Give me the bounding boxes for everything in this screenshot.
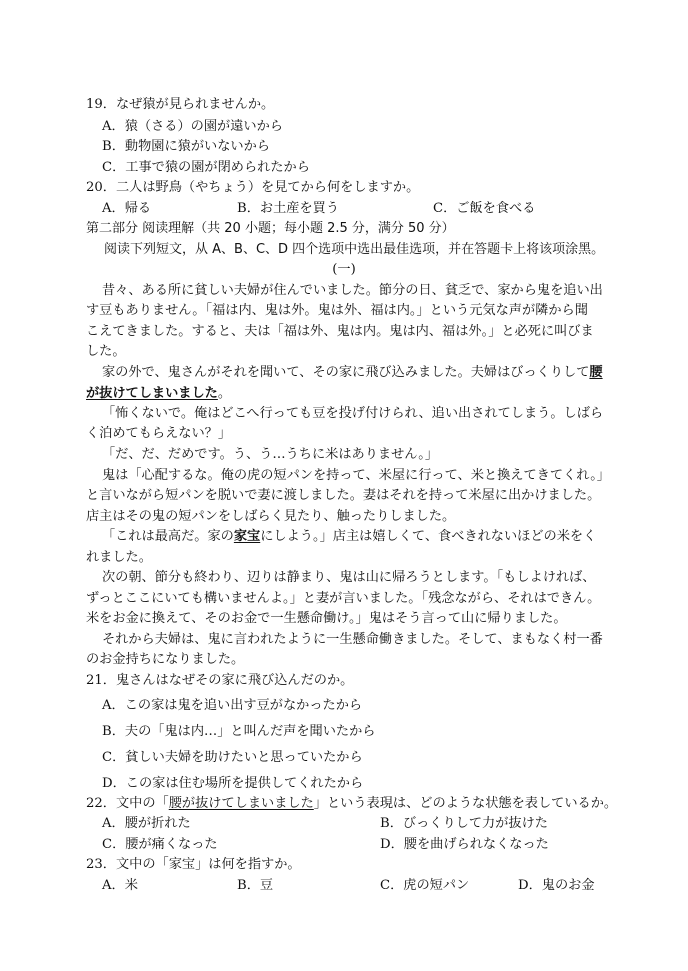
passage-line: それから夫婦は、鬼に言われたように一生懸命働きました。そして、まもなく村一番 — [102, 632, 603, 647]
q23-stem: 23．文中の「家宝」は何を指すか。 — [86, 857, 301, 872]
q21-option-a: A．この家は鬼を追い出す豆がなかったから — [102, 698, 363, 713]
passage-line: れました。 — [86, 550, 152, 565]
passage-line — [102, 363, 603, 383]
q19-option-a: A．猿（さる）の園が遠いから — [102, 119, 283, 134]
passage-line: した。 — [86, 344, 126, 359]
passage-text: 。 — [217, 386, 232, 401]
passage-text: 「これは最高だ。家の — [102, 529, 234, 544]
q19-stem: 19．なぜ猿が見られませんか。 — [86, 97, 275, 112]
passage-text: にしよう。」店主は嬉しくて、食べきれないほどの米をく — [260, 529, 597, 544]
passage-line: 次の朝、節分も終わり、辺りは静まり、鬼は山に帰ろうとします。「もしよければ、 — [102, 570, 596, 585]
passage-text: 家の外で、鬼さんがそれを聞いて、その家に飛び込みました。夫婦はびっくりして — [102, 365, 590, 380]
q20-stem: 20．二人は野鳥（やちょう）を見てから何をしますか。 — [86, 180, 420, 195]
passage-line: す豆もありません。「福は内、鬼は外。鬼は外、福は内。」という元気な声が隣から聞 — [86, 303, 588, 318]
q23-option-a: A．米 — [102, 878, 138, 893]
q21-option-b: B．夫の「鬼は内…」と叫んだ声を聞いたから — [102, 724, 376, 739]
q21-option-c: C．貧しい夫婦を助けたいと思っていたから — [102, 750, 363, 765]
passage-line — [86, 384, 231, 404]
q19-option-c: C．工事で猿の園が閉められたから — [102, 160, 310, 175]
passage-line: ずっとここにいても構いませんよ。」と妻が言いました。「残念ながら、それはできん。 — [86, 591, 601, 606]
passage-line — [102, 527, 596, 547]
q22-option-a: A．腰が折れた — [102, 816, 191, 831]
section-title: 第二部分 阅读理解（共 20 小题；每小题 2.5 分，满分 50 分） — [86, 221, 455, 236]
q23-option-c: C．虎の短パン — [380, 878, 470, 893]
underlined-phrase: が抜けてしまいました — [86, 386, 218, 401]
passage-line: 店主はその鬼の短パンをしばらく見たり、触ったりしました。 — [86, 509, 456, 524]
passage-line: 「怖くないで。俺はどこへ行っても豆を投げ付けられ、追い出されてしまう。しばら — [102, 406, 604, 421]
q23-option-d: D．鬼のお金 — [518, 878, 595, 893]
passage-line: 米をお金に換えて、そのお金で一生懸命働け。」鬼はそう言って山に帰りました。 — [86, 611, 567, 626]
q19-option-b: B．動物園に猿がいないから — [102, 139, 270, 154]
passage-line: 鬼は「心配するな。俺の虎の短パンを持って、米屋に行って、米と換えてきてくれ。」 — [102, 468, 610, 483]
q22-option-d: D．腰を曲げられなくなった — [380, 837, 549, 852]
q23-option-b: B．豆 — [237, 878, 274, 893]
q22-stem-text: 」という表現は、どのような状態を表しているか。 — [313, 796, 618, 811]
passage-line: く泊めてもらえない？」 — [86, 426, 232, 441]
underlined-word: 家宝 — [233, 529, 261, 544]
q20-option-b: B．お土産を買う — [237, 201, 340, 216]
passage-line: こえてきました。すると、夫は「福は外、鬼は内。鬼は内、福は外。」と必死に叫びま — [86, 324, 594, 339]
passage-number: (一) — [332, 262, 356, 277]
q21-option-d: D．この家は住む場所を提供してくれたから — [102, 776, 364, 791]
passage-line: 昔々、ある所に貧しい夫婦が住んでいました。節分の日、貧乏で、家から鬼を追い出 — [102, 283, 603, 298]
passage-line: のお金持ちになりました。 — [86, 652, 245, 667]
q22-stem — [86, 794, 617, 814]
q22-option-b: B．びっくりして力が抜けた — [380, 816, 548, 831]
q21-stem: 21．鬼さんはなぜその家に飛び込んだのか。 — [86, 673, 354, 688]
q22-underlined-phrase: 腰が抜けてしまいました — [168, 796, 314, 811]
passage-line: 「だ、だ、だめです。う、う…うちに米はありません。」 — [102, 447, 439, 462]
q22-stem-text: 22．文中の「 — [86, 796, 169, 811]
q20-option-a: A．帰る — [102, 201, 152, 216]
q20-option-c: C．ご飯を食べる — [433, 201, 536, 216]
underlined-phrase-start: 腰 — [589, 365, 603, 380]
q22-option-c: C．腰が痛くなった — [102, 837, 218, 852]
section-instruction: 阅读下列短文，从 A、B、C、D 四个选项中选出最佳选项，并在答题卡上将该项涂黑。 — [104, 242, 605, 257]
passage-line: と言いながら短パンを脱いで妻に渡しました。妻はそれを持って米屋に出かけました。 — [86, 488, 601, 503]
